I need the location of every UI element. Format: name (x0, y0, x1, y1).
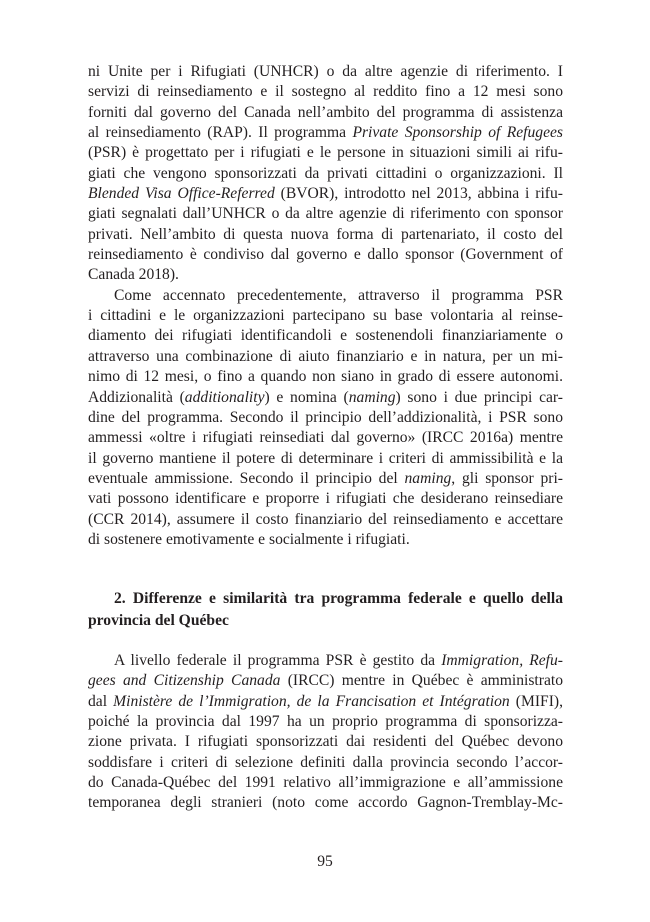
text-line (88, 408, 563, 428)
text-line (88, 286, 563, 306)
text-line (88, 225, 563, 245)
text-line (88, 82, 563, 102)
italic-text: gees and Citizenship Canada (88, 672, 281, 690)
page-number: 95 (317, 853, 333, 870)
text-run: vati possono identificare e proporre i rifugiati che desiderano reinsediare (88, 490, 563, 508)
text-run: (BVOR), introdotto nel 2013, abbina i rifu- (274, 185, 563, 203)
text-run: attraverso una combinazione di aiuto finanziario e in natura, per un mi- (88, 347, 563, 365)
text-run: , gli sponsor pri- (451, 469, 563, 487)
text-line (88, 326, 563, 346)
text-run: (MIFI), (509, 692, 563, 710)
text-run: giati che vengono sponsorizzati da privati cittadini o organizzazioni. Il (88, 164, 563, 182)
text-line (88, 245, 563, 265)
text-run: Canada 2018). (88, 266, 179, 284)
text-line (88, 651, 563, 671)
text-run: di sostenere emotivamente e socialmente i rifugiati. (88, 530, 410, 548)
text-line (88, 388, 563, 408)
text-line (88, 773, 563, 793)
text-line (88, 692, 563, 712)
text-run: diamento dei rifugiati identificandoli e sostenendoli finanziariamente o (88, 327, 563, 345)
paragraph (88, 286, 563, 550)
text-run: Addizionalità ( (88, 388, 185, 406)
section-body (88, 651, 563, 814)
text-run: provincia del Québec (88, 612, 229, 629)
text-line (88, 123, 563, 143)
text-line (88, 164, 563, 184)
italic-text: Ministère de l’Immigration, de la Francisation et Intégration (113, 692, 510, 710)
text-line (88, 449, 563, 469)
text-run: (PSR) è progettato per i rifugiati e le persone in situazioni simili ai rifu- (88, 144, 563, 162)
italic-text: Private Sponsorship of Refugees (352, 124, 564, 142)
text-run: temporanea degli stranieri (noto come accordo Gagnon-Tremblay-Mc- (88, 794, 563, 812)
italic-text: additionality (184, 388, 265, 406)
paragraph (88, 651, 563, 814)
text-line (88, 184, 563, 204)
text-line (88, 347, 563, 367)
text-line (88, 469, 563, 489)
heading-line (88, 610, 563, 632)
italic-text: Blended Visa Office-Referred (88, 185, 275, 203)
text-line (88, 793, 563, 813)
text-run: 2. Differenze e similarità tra programma federale e quello della (114, 590, 563, 607)
text-line (88, 367, 563, 387)
italic-text: Immigration, Refu- (441, 652, 563, 669)
text-line (88, 753, 563, 773)
text-run: forniti dal governo del Canada nell’ambito del programma di assistenza (88, 103, 563, 121)
text-run: nimo di 12 mesi, o fino a quando non siano in grado di essere autonomi. (88, 368, 563, 386)
text-line (88, 265, 563, 285)
text-run: A livello federale il programma PSR è gestito da (114, 652, 442, 669)
text-run: al reinsediamento (RAP). Il programma (88, 124, 353, 142)
text-run: zione privata. I rifugiati sponsorizzati dai residenti del Québec devono (88, 733, 563, 751)
text-run: dal (88, 692, 114, 710)
text-run: i cittadini e le organizzazioni partecipano su base volontaria al reinse- (88, 307, 563, 325)
text-run: (IRCC) mentre in Québec è amministrato (280, 672, 564, 690)
text-line (88, 428, 563, 448)
text-line (88, 62, 563, 82)
text-run: do Canada-Québec del 1991 relativo all’immigrazione e all’ammissione (88, 774, 563, 792)
heading-line (88, 588, 563, 610)
text-line (88, 143, 563, 163)
section-heading (88, 588, 563, 632)
text-line (88, 732, 563, 752)
text-line (88, 306, 563, 326)
text-run: ammessi «oltre i rifugiati reinsediati dal governo» (IRCC 2016a) mentre (88, 429, 563, 447)
italic-text: naming (348, 388, 396, 406)
text-run: servizi di reinsediamento e il sostegno al reddito fino a 12 mesi sono (88, 83, 563, 101)
text-run: poiché la provincia dal 1997 ha un proprio programma di sponsorizza- (88, 713, 563, 731)
text-run: privati. Nell’ambito di questa nuova forma di partenariato, il costo del (88, 225, 563, 243)
text-run: (CCR 2014), assumere il costo finanziario del reinsediamento e accettare (88, 510, 563, 528)
text-run: il governo mantiene il potere di determinare i criteri di ammissibilità e la (88, 449, 563, 467)
text-run: ) e nomina ( (264, 388, 349, 406)
text-run: eventuale ammissione. Secondo il principio del (88, 469, 405, 487)
text-run: giati segnalati dall’UNHCR o da altre agenzie di riferimento con sponsor (88, 205, 563, 223)
text-line (88, 671, 563, 691)
text-run: ni Unite per i Rifugiati (UNHCR) o da altre agenzie di riferimento. I (88, 63, 563, 80)
text-run: reinsediamento è condiviso dal governo e dallo sponsor (Government of (88, 246, 563, 264)
text-line (88, 530, 563, 550)
italic-text: naming (404, 469, 452, 487)
text-line (88, 489, 563, 509)
text-line (88, 510, 563, 530)
text-run: dine del programma. Secondo il principio dell’addizionalità, i PSR sono (88, 408, 563, 426)
text-run: Come accennato precedentemente, attraverso il programma PSR (114, 286, 563, 304)
body-text (88, 62, 563, 550)
text-line (88, 103, 563, 123)
text-line (88, 712, 563, 732)
text-run: ) sono i due principi car- (395, 388, 564, 406)
text-line (88, 204, 563, 224)
paragraph (88, 62, 563, 286)
text-run: soddisfare i criteri di selezione definiti dalla provincia secondo l’accor- (88, 753, 563, 771)
